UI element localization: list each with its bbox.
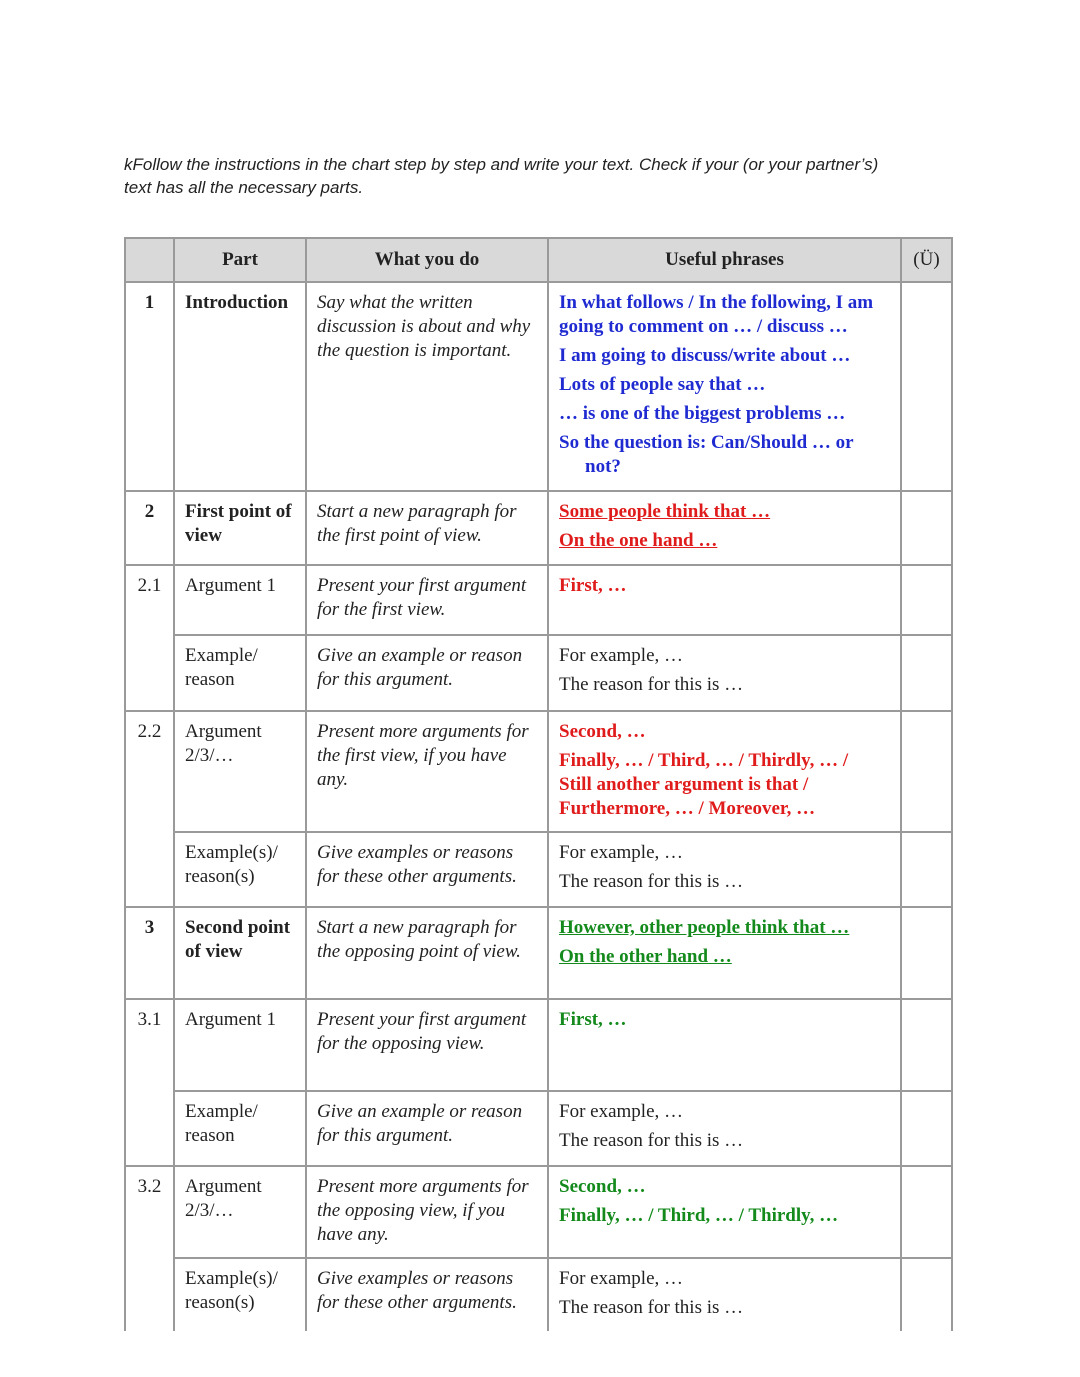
phrase: Still another argument is that / bbox=[559, 774, 809, 795]
table-row bbox=[125, 1258, 952, 1331]
row-what: Present your first argument for the opposing view. bbox=[306, 999, 548, 1091]
check-cell[interactable] bbox=[901, 711, 952, 832]
phrase: Second, … bbox=[559, 721, 646, 742]
table-row bbox=[125, 635, 952, 711]
instructions-line-2: text has all the necessary parts. bbox=[124, 178, 364, 197]
row-part: Second point of view bbox=[174, 907, 306, 999]
phrase: However, other people think that … bbox=[559, 917, 850, 938]
phrase: The reason for this is … bbox=[559, 871, 744, 892]
phrase: The reason for this is … bbox=[559, 674, 744, 695]
phrase: I am going to discuss/write about … bbox=[559, 345, 851, 366]
phrase: First, … bbox=[559, 1009, 627, 1030]
phrase: The reason for this is … bbox=[559, 1130, 744, 1151]
row-what: Present more arguments for the first view, if you have any. bbox=[306, 711, 548, 832]
header-part: Part bbox=[174, 238, 306, 282]
phrase: First, … bbox=[559, 575, 627, 596]
row-number: 2.1 bbox=[125, 565, 174, 635]
check-cell[interactable] bbox=[901, 1166, 952, 1258]
row-part: First point of view bbox=[174, 491, 306, 565]
row-what: Start a new paragraph for the first point of view. bbox=[306, 491, 548, 565]
header-what: What you do bbox=[306, 238, 548, 282]
check-cell[interactable] bbox=[901, 565, 952, 635]
phrase: In what follows / In the following, I am going to comment on … / discuss … bbox=[559, 292, 874, 337]
row-number bbox=[125, 832, 174, 907]
row-phrases bbox=[548, 565, 901, 635]
table-row bbox=[125, 491, 952, 565]
phrase: On the one hand … bbox=[559, 530, 718, 551]
phrase: The reason for this is … bbox=[559, 1297, 744, 1318]
check-cell[interactable] bbox=[901, 1258, 952, 1331]
phrase: Lots of people say that … bbox=[559, 374, 766, 395]
row-part: Example/ reason bbox=[174, 1091, 306, 1166]
row-phrases bbox=[548, 491, 901, 565]
row-what: Give an example or reason for this argument. bbox=[306, 1091, 548, 1166]
row-phrases bbox=[548, 907, 901, 999]
table-row bbox=[125, 711, 952, 832]
phrase: not? bbox=[585, 456, 621, 477]
row-part: Example/ reason bbox=[174, 635, 306, 711]
row-what: Present your first argument for the first view. bbox=[306, 565, 548, 635]
row-phrases bbox=[548, 1166, 901, 1258]
row-phrases bbox=[548, 999, 901, 1091]
writing-chart bbox=[124, 237, 953, 1331]
table-row bbox=[125, 1166, 952, 1258]
phrase: So the question is: Can/Should … or bbox=[559, 432, 854, 453]
header-number bbox=[125, 238, 174, 282]
header-phrases: Useful phrases bbox=[548, 238, 901, 282]
instructions-line-1: kFollow the instructions in the chart step by step and write your text. Check if your (or your partner’s) bbox=[124, 155, 879, 174]
row-number: 3.1 bbox=[125, 999, 174, 1091]
row-phrases bbox=[548, 1258, 901, 1331]
row-number: 2 bbox=[125, 491, 174, 565]
row-phrases bbox=[548, 711, 901, 832]
table-row bbox=[125, 907, 952, 999]
row-what: Give examples or reasons for these other arguments. bbox=[306, 1258, 548, 1331]
header-check: (Ü) bbox=[901, 238, 952, 282]
instructions bbox=[124, 153, 964, 199]
row-number bbox=[125, 1091, 174, 1166]
row-number: 3.2 bbox=[125, 1166, 174, 1258]
row-part: Argument 1 bbox=[174, 565, 306, 635]
row-phrases bbox=[548, 1091, 901, 1166]
row-number bbox=[125, 1258, 174, 1331]
phrase: For example, … bbox=[559, 842, 684, 863]
row-phrases bbox=[548, 832, 901, 907]
row-number bbox=[125, 635, 174, 711]
table-row bbox=[125, 282, 952, 491]
phrase: For example, … bbox=[559, 1268, 684, 1289]
phrase: Some people think that … bbox=[559, 501, 771, 522]
row-part: Argument 2/3/… bbox=[174, 711, 306, 832]
row-phrases bbox=[548, 282, 901, 491]
phrase: Finally, … / Third, … / Thirdly, … / bbox=[559, 750, 849, 771]
header-row bbox=[125, 238, 952, 282]
row-what: Start a new paragraph for the opposing point of view. bbox=[306, 907, 548, 999]
check-cell[interactable] bbox=[901, 907, 952, 999]
row-part: Example(s)/ reason(s) bbox=[174, 1258, 306, 1331]
check-cell[interactable] bbox=[901, 999, 952, 1091]
row-part: Argument 2/3/… bbox=[174, 1166, 306, 1258]
phrase: … is one of the biggest problems … bbox=[559, 403, 846, 424]
phrase: Furthermore, … / Moreover, … bbox=[559, 798, 816, 819]
row-number: 1 bbox=[125, 282, 174, 491]
row-part: Introduction bbox=[174, 282, 306, 491]
check-cell[interactable] bbox=[901, 1091, 952, 1166]
row-what: Say what the written discussion is about and why the question is important. bbox=[306, 282, 548, 491]
check-cell[interactable] bbox=[901, 832, 952, 907]
table-row bbox=[125, 565, 952, 635]
row-part: Argument 1 bbox=[174, 999, 306, 1091]
row-part: Example(s)/ reason(s) bbox=[174, 832, 306, 907]
check-cell[interactable] bbox=[901, 282, 952, 491]
row-what: Give an example or reason for this argument. bbox=[306, 635, 548, 711]
row-number: 3 bbox=[125, 907, 174, 999]
row-phrases bbox=[548, 635, 901, 711]
row-what: Give examples or reasons for these other arguments. bbox=[306, 832, 548, 907]
row-number: 2.2 bbox=[125, 711, 174, 832]
table-row bbox=[125, 999, 952, 1091]
check-cell[interactable] bbox=[901, 491, 952, 565]
phrase: For example, … bbox=[559, 645, 684, 666]
phrase: Finally, … / Third, … / Thirdly, … bbox=[559, 1205, 839, 1226]
row-what: Present more arguments for the opposing view, if you have any. bbox=[306, 1166, 548, 1258]
table-row bbox=[125, 1091, 952, 1166]
table-row bbox=[125, 832, 952, 907]
phrase: Second, … bbox=[559, 1176, 646, 1197]
check-cell[interactable] bbox=[901, 635, 952, 711]
phrase: For example, … bbox=[559, 1101, 684, 1122]
phrase: On the other hand … bbox=[559, 946, 732, 967]
